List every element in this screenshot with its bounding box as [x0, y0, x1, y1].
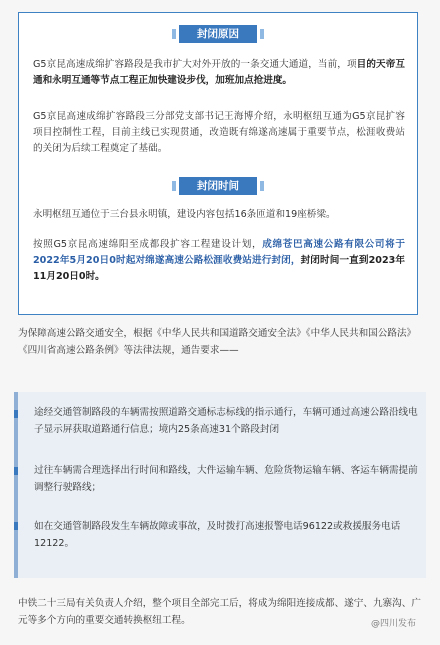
notice-box-accent-bar — [14, 392, 18, 578]
section-tag-closure-time: 封闭时间 — [179, 177, 257, 195]
bullet-marker-3 — [14, 522, 18, 530]
notice-intro: 为保障高速公路交通安全，根据《中华人民共和国道路交通安全法》《中华人民共和国公路法》《四川省高速公路条例》等法律法规，通告要求—— — [18, 328, 417, 356]
paragraph-closure-schedule — [33, 237, 405, 285]
notice-item-3: 如在交通管制路段发生车辆故障或事故，及时拨打高速报警电话96122或救援服务电话12122。 — [34, 521, 401, 549]
paragraph-hub-location: 永明枢纽互通位于三台县永明镇，建设内容包括16条匝道和19座桥梁。 — [33, 209, 336, 220]
bullet-marker-2 — [14, 467, 18, 475]
weibo-watermark: @四川发布 — [370, 619, 416, 629]
closure-highlight: 成绵苍巴高速公路有限公司将于2022年5月20日0时起对绵遂高速公路松涯收费站进行封闭， — [33, 239, 405, 266]
paragraph-project-intro-line1: G5京昆高速成绵扩容路段是我市扩大对外开放的一条交通大通道，当前，项 — [33, 59, 357, 70]
paragraph-project-intro — [33, 57, 405, 89]
closing-paragraph: 中铁二十三局有关负责人介绍，整个项目全部完工后，将成为绵阳连接成都、遂宁、九寨沟、广元等多个方向的重要交通转换枢纽工程。 — [18, 598, 421, 626]
notice-card — [18, 12, 418, 315]
paragraph-project-intro-line2: 目的天帝互通和永明互通等节点工程正加快建设步伐，加班加点抢进度。 — [33, 59, 406, 86]
bullet-marker-1 — [14, 410, 18, 418]
paragraph-hub-details: G5京昆高速成绵扩容路段三分部党支部书记王海博介绍，永明枢纽互通为G5京昆扩容项目控制性工程，目前主线已实现贯通，改造既有绵遂高速属于重要节点，松涯收费站的关闭为后续工程奠定了基础。 — [33, 111, 405, 154]
closure-end-time: 封闭时间一直到2023年11月20日0时。 — [33, 255, 406, 282]
section-tag-closure-reason: 封闭原因 — [179, 25, 257, 43]
closure-plan-text: 按照G5京昆高速绵阳至成都段扩容工程建设计划， — [33, 239, 263, 250]
notice-requirements-box — [14, 392, 426, 578]
notice-item-1: 途经交通管制路段的车辆需按照道路交通标志标线的指示通行，车辆可通过高速公路沿线电子显示屏获取道路通行信息；境内25条高速31个路段封闭 — [34, 407, 418, 435]
notice-item-2: 过往车辆需合理选择出行时间和路线，大件运输车辆、危险货物运输车辆、客运车辆需提前调整行驶路线； — [34, 465, 418, 493]
